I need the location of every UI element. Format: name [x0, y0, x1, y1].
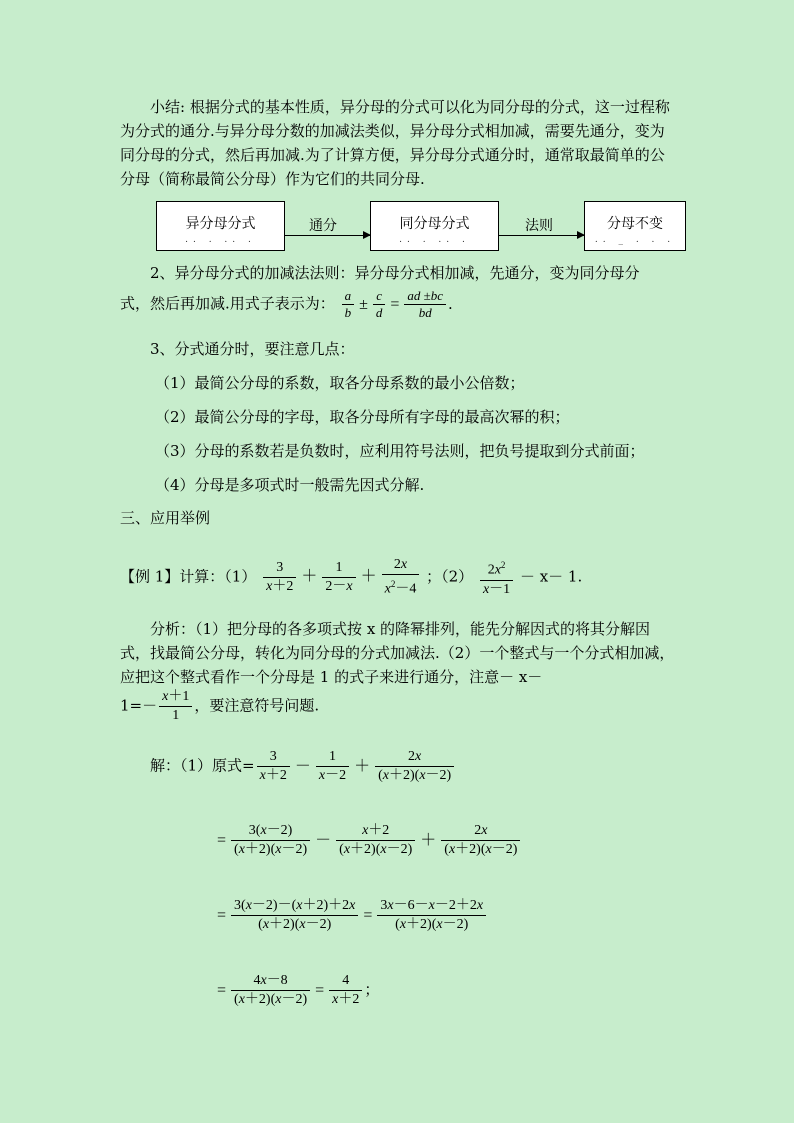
- example-1: 【例 1】计算：（1） $\frac{3}{x+2}$ ＋ $\frac{1}{2-x}$ ＋ $\frac{2x}{x^2-4}$ ；（2） $\frac{2x^2}{x-1}$ － x－ 1.: [120, 557, 583, 597]
- rule-line-1: 2、异分母分式的加减法法则：异分母分式相加减，先通分，变为同分母分: [150, 264, 640, 282]
- note-item-2: （2）最简公分母的字母，取各分母所有字母的最高次幂的积；: [155, 408, 570, 426]
- flow-box-dots: .. _ . . .: [594, 235, 676, 245]
- section-title: 三、应用举例: [120, 509, 211, 527]
- flow-arrow-label-1: 通分: [309, 218, 337, 234]
- example-part2: ；（2）: [426, 567, 474, 586]
- flow-box-like-denominators: [370, 201, 499, 251]
- flow-box-dots: .. . .. .: [185, 235, 256, 245]
- flow-arrow-1: [285, 235, 370, 236]
- flow-box-unlike-denominators: [156, 201, 285, 251]
- flow-arrow-label-2: 法则: [525, 218, 553, 234]
- note-item-3: （3）分母的系数若是负数时，应利用符号法则，把负号提取到分式前面；: [155, 442, 645, 460]
- solution-label: 解：（1）原式=: [150, 756, 255, 775]
- flow-box-label: 同分母分式: [399, 216, 470, 232]
- solution-line-3: = $\frac{3(x-2)-(x+2)+2x}{(x+2)(x-2)}$ = $\frac{3x-6-x-2+2x}{(x+2)(x-2)}$: [214, 897, 488, 934]
- note-item-1: （1）最简公分母的系数，取各分母系数的最小公倍数；: [155, 374, 525, 392]
- rule-line-2: [120, 288, 453, 321]
- summary-paragraph: 小结: 根据分式的基本性质，异分母的分式可以化为同分母的分式，这一过程称为分式的通分.与异分母分数的加减法类似，异分母分式相加减，需要先通分，变为同分母的分式，然后再加减.为了计算方便，异分母分式通分时，通常取最简单的公分母（简称最简公分母）作为它们的共同分母.: [120, 98, 670, 188]
- example-label: 【例 1】计算：（1）: [120, 567, 257, 586]
- example-tail: － x－ 1.: [519, 567, 583, 586]
- solution-line-4: = $\frac{4x-8}{(x+2)(x-2)}$ = $\frac{4}{x+2}$ ；: [217, 973, 380, 1007]
- flow-box-label: 异分母分式: [185, 216, 256, 232]
- analysis-tail-suffix: ，要注意符号问题.: [194, 696, 320, 715]
- flow-box-dots: .. . .. .: [399, 235, 470, 245]
- flow-box-denominator-unchanged: [584, 201, 686, 251]
- analysis-tail: 1=－ $\frac{x+1}{1}$ ，要注意符号问题.: [120, 689, 320, 723]
- analysis-tail-prefix: 1=－: [120, 696, 158, 715]
- notes-heading: 3、分式通分时，要注意几点：: [150, 340, 355, 358]
- note-item-4: （4）分母是多项式时一般需先因式分解.: [155, 476, 425, 494]
- rule-text: 式，然后再加减.用式子表示为：: [120, 294, 335, 313]
- solution-line-1: 解：（1）原式= $\frac{3}{x+2}$ － $\frac{1}{x-2}$ ＋ $\frac{2x}{(x+2)(x-2)}$: [150, 748, 456, 785]
- solution-line-2: = $\frac{3(x-2)}{(x+2)(x-2)}$ － $\frac{x+2}{(x+2)(x-2)}$ ＋ $\frac{2x}{(x+2)(x-2)}$: [214, 822, 522, 859]
- flow-arrow-2: [499, 235, 584, 236]
- flow-box-label: 分母不变: [607, 216, 663, 232]
- rule-formula: $\frac{a}{b}$ ± $\frac{c}{d}$ = $\frac{ad \pm bc}{bd}$ .: [340, 295, 453, 313]
- analysis-paragraph: 分析：（1）把分母的各多项式按 x 的降幂排列，能先分解因式的将其分解因式，找最简公分母，转化为同分母的分式加减法.（2）一个整式与一个分式相加减，应把这个整式看作一个分母是 1 的式子来进行通分，注意－ x－: [120, 620, 675, 686]
